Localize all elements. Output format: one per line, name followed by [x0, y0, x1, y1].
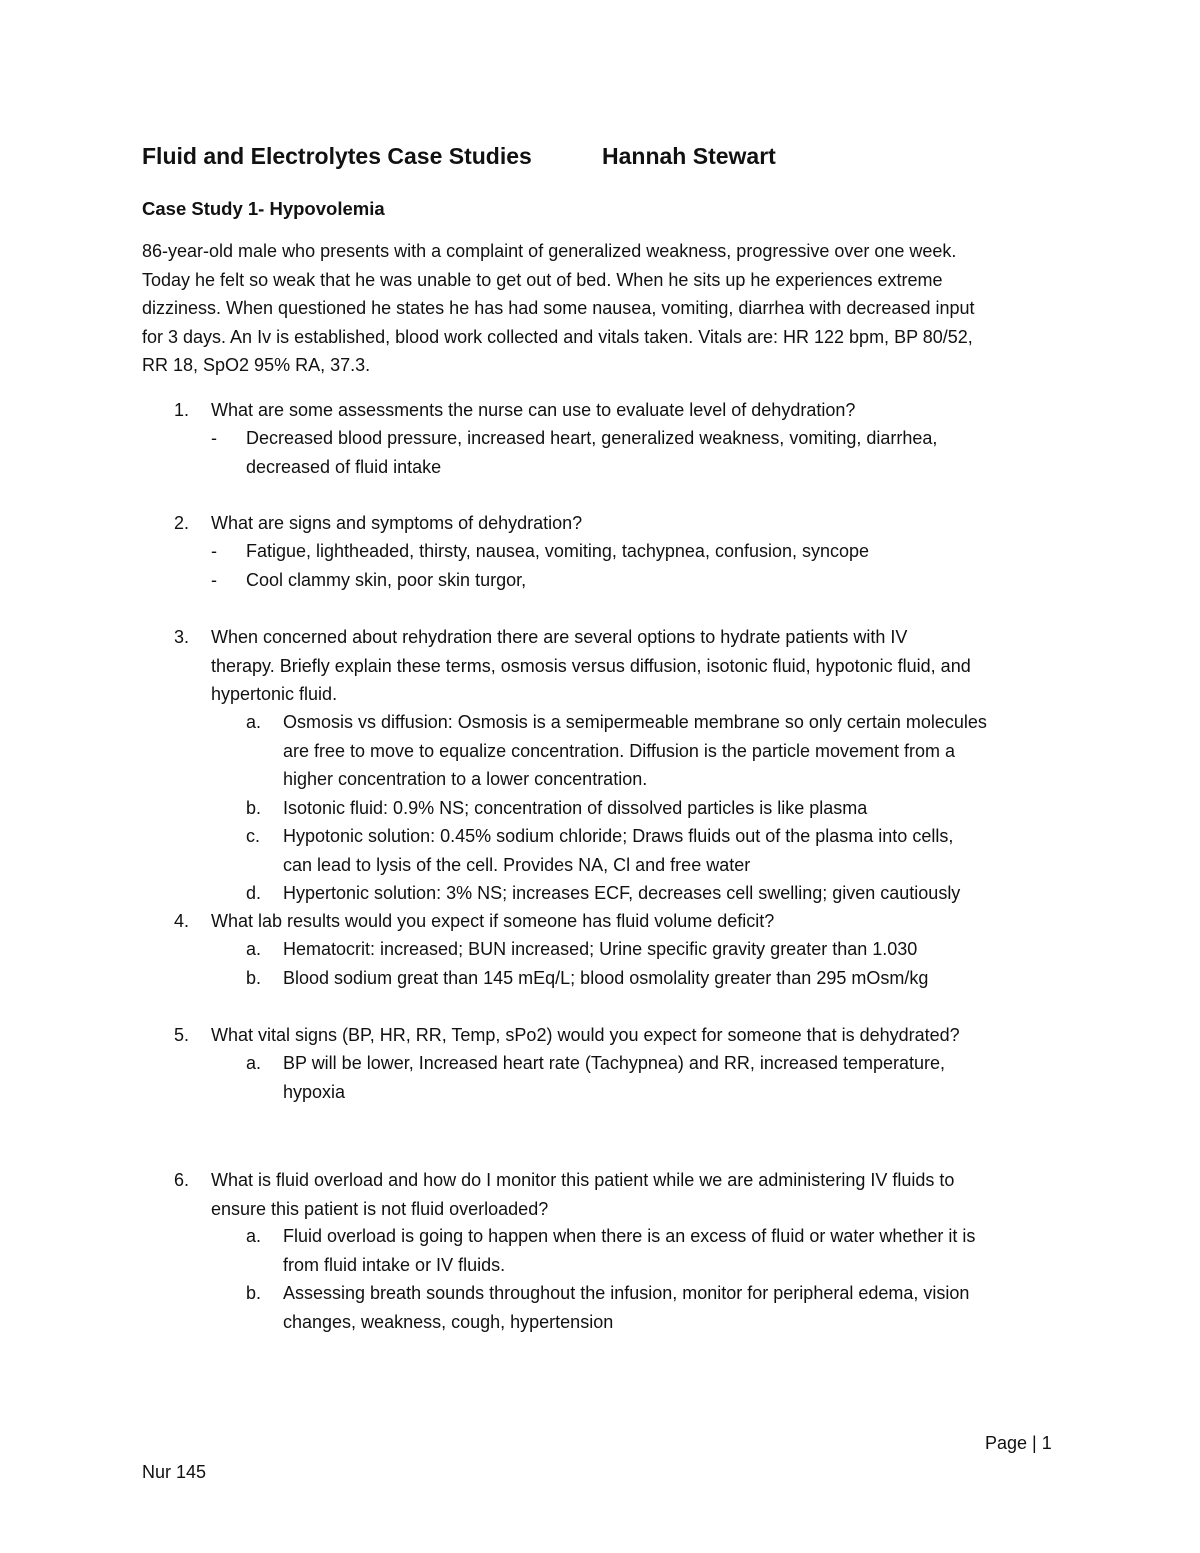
document-title-row — [142, 143, 776, 170]
answer-text — [246, 424, 937, 481]
answer-line: Assessing breath sounds throughout the infusion, monitor for peripheral edema, vision — [283, 1283, 970, 1303]
dash-marker: - — [211, 428, 217, 448]
answer-line: Hypertonic solution: 3% NS; increases ECF, decreases cell swelling; given cautiously — [283, 883, 961, 903]
answer-line: hypoxia — [283, 1081, 346, 1102]
answer-text — [283, 1049, 945, 1106]
question-number: 5. — [174, 1025, 190, 1045]
question-text — [211, 623, 971, 709]
question-line: therapy. Briefly explain these terms, osmosis versus diffusion, isotonic fluid, hypotonic fluid, and — [211, 655, 971, 676]
answer-line: BP will be lower, Increased heart rate (Tachypnea) and RR, increased temperature, — [283, 1053, 946, 1073]
list-letter: b. — [246, 968, 262, 988]
question-text — [211, 907, 774, 936]
page-number: Page | 1 — [985, 1433, 1052, 1453]
answer-line: Hypotonic solution: 0.45% sodium chloride; Draws fluids out of the plasma into cells, — [283, 826, 954, 846]
case-description-line: RR 18, SpO2 95% RA, 37.3. — [142, 355, 371, 375]
answer-line: Isotonic fluid: 0.9% NS; concentration of dissolved particles is like plasma — [283, 798, 868, 818]
answer-line: can lead to lysis of the cell. Provides NA, Cl and free water — [283, 854, 751, 875]
answer-text — [283, 822, 953, 879]
question-number: 3. — [174, 627, 190, 647]
case-description-line: for 3 days. An Iv is established, blood work collected and vitals taken. Vitals are: HR 122 bpm, BP 80/52, — [142, 326, 973, 347]
course-code: Nur 145 — [142, 1462, 207, 1482]
answer-text — [283, 1279, 969, 1336]
question-number: 6. — [174, 1170, 190, 1190]
answer-text — [283, 879, 960, 908]
question-line: What lab results would you expect if someone has fluid volume deficit? — [211, 911, 775, 931]
case-description-line: dizziness. When questioned he states he has had some nausea, vomiting, diarrhea with decreased input — [142, 298, 975, 318]
list-letter: a. — [246, 939, 262, 959]
answer-line: decreased of fluid intake — [246, 456, 442, 477]
question-line: When concerned about rehydration there are several options to hydrate patients with IV — [211, 627, 908, 647]
list-letter: b. — [246, 1283, 262, 1303]
question-text — [211, 396, 855, 425]
answer-line: are free to move to equalize concentration. Diffusion is the particle movement from a — [283, 740, 956, 761]
document-title: Fluid and Electrolytes Case Studies — [142, 143, 532, 169]
list-letter: a. — [246, 1226, 262, 1246]
answer-line: changes, weakness, cough, hypertension — [283, 1311, 614, 1332]
case-study-heading: Case Study 1- Hypovolemia — [142, 198, 385, 219]
list-letter: a. — [246, 712, 262, 732]
question-number: 4. — [174, 911, 190, 931]
dash-marker: - — [211, 570, 217, 590]
question-line: ensure this patient is not fluid overloaded? — [211, 1198, 549, 1219]
answer-line: higher concentration to a lower concentration. — [283, 769, 648, 789]
answer-line: Osmosis vs diffusion: Osmosis is a semipermeable membrane so only certain molecules — [283, 712, 987, 732]
list-letter: a. — [246, 1053, 262, 1073]
case-description — [142, 237, 1062, 380]
question-number: 2. — [174, 513, 190, 533]
case-description-line: Today he felt so weak that he was unable to get out of bed. When he sits up he experiences extreme — [142, 269, 943, 290]
question-text — [211, 509, 582, 538]
answer-line: Decreased blood pressure, increased heart, generalized weakness, vomiting, diarrhea, — [246, 428, 938, 448]
list-letter: c. — [246, 826, 261, 846]
answer-line: from fluid intake or IV fluids. — [283, 1254, 506, 1275]
answer-line: Fatigue, lightheaded, thirsty, nausea, vomiting, tachypnea, confusion, syncope — [246, 541, 870, 561]
question-text — [211, 1166, 954, 1223]
list-letter: b. — [246, 798, 262, 818]
dash-marker: - — [211, 541, 217, 561]
case-description-line: 86-year-old male who presents with a complaint of generalized weakness, progressive over one week. — [142, 241, 957, 261]
answer-text — [283, 964, 928, 993]
answer-text — [283, 708, 987, 794]
question-line: What are some assessments the nurse can use to evaluate level of dehydration? — [211, 400, 856, 420]
answer-line: Fluid overload is going to happen when there is an excess of fluid or water whether it is — [283, 1226, 976, 1246]
answer-line: Hematocrit: increased; BUN increased; Urine specific gravity greater than 1.030 — [283, 939, 918, 959]
question-line: What is fluid overload and how do I monitor this patient while we are administering IV fluids to — [211, 1170, 955, 1190]
answer-text — [283, 935, 917, 964]
answer-line: Blood sodium great than 145 mEq/L; blood osmolality greater than 295 mOsm/kg — [283, 968, 929, 988]
question-line: hypertonic fluid. — [211, 684, 338, 704]
answer-text — [246, 537, 869, 566]
author-name: Hannah Stewart — [602, 143, 776, 169]
answer-text — [283, 794, 867, 823]
question-line: What are signs and symptoms of dehydration? — [211, 513, 583, 533]
list-letter: d. — [246, 883, 262, 903]
answer-text — [283, 1222, 975, 1279]
question-number: 1. — [174, 400, 190, 420]
question-text — [211, 1021, 960, 1050]
question-line: What vital signs (BP, HR, RR, Temp, sPo2) would you expect for someone that is dehydrated? — [211, 1025, 960, 1045]
answer-text — [246, 566, 526, 595]
answer-line: Cool clammy skin, poor skin turgor, — [246, 570, 527, 590]
